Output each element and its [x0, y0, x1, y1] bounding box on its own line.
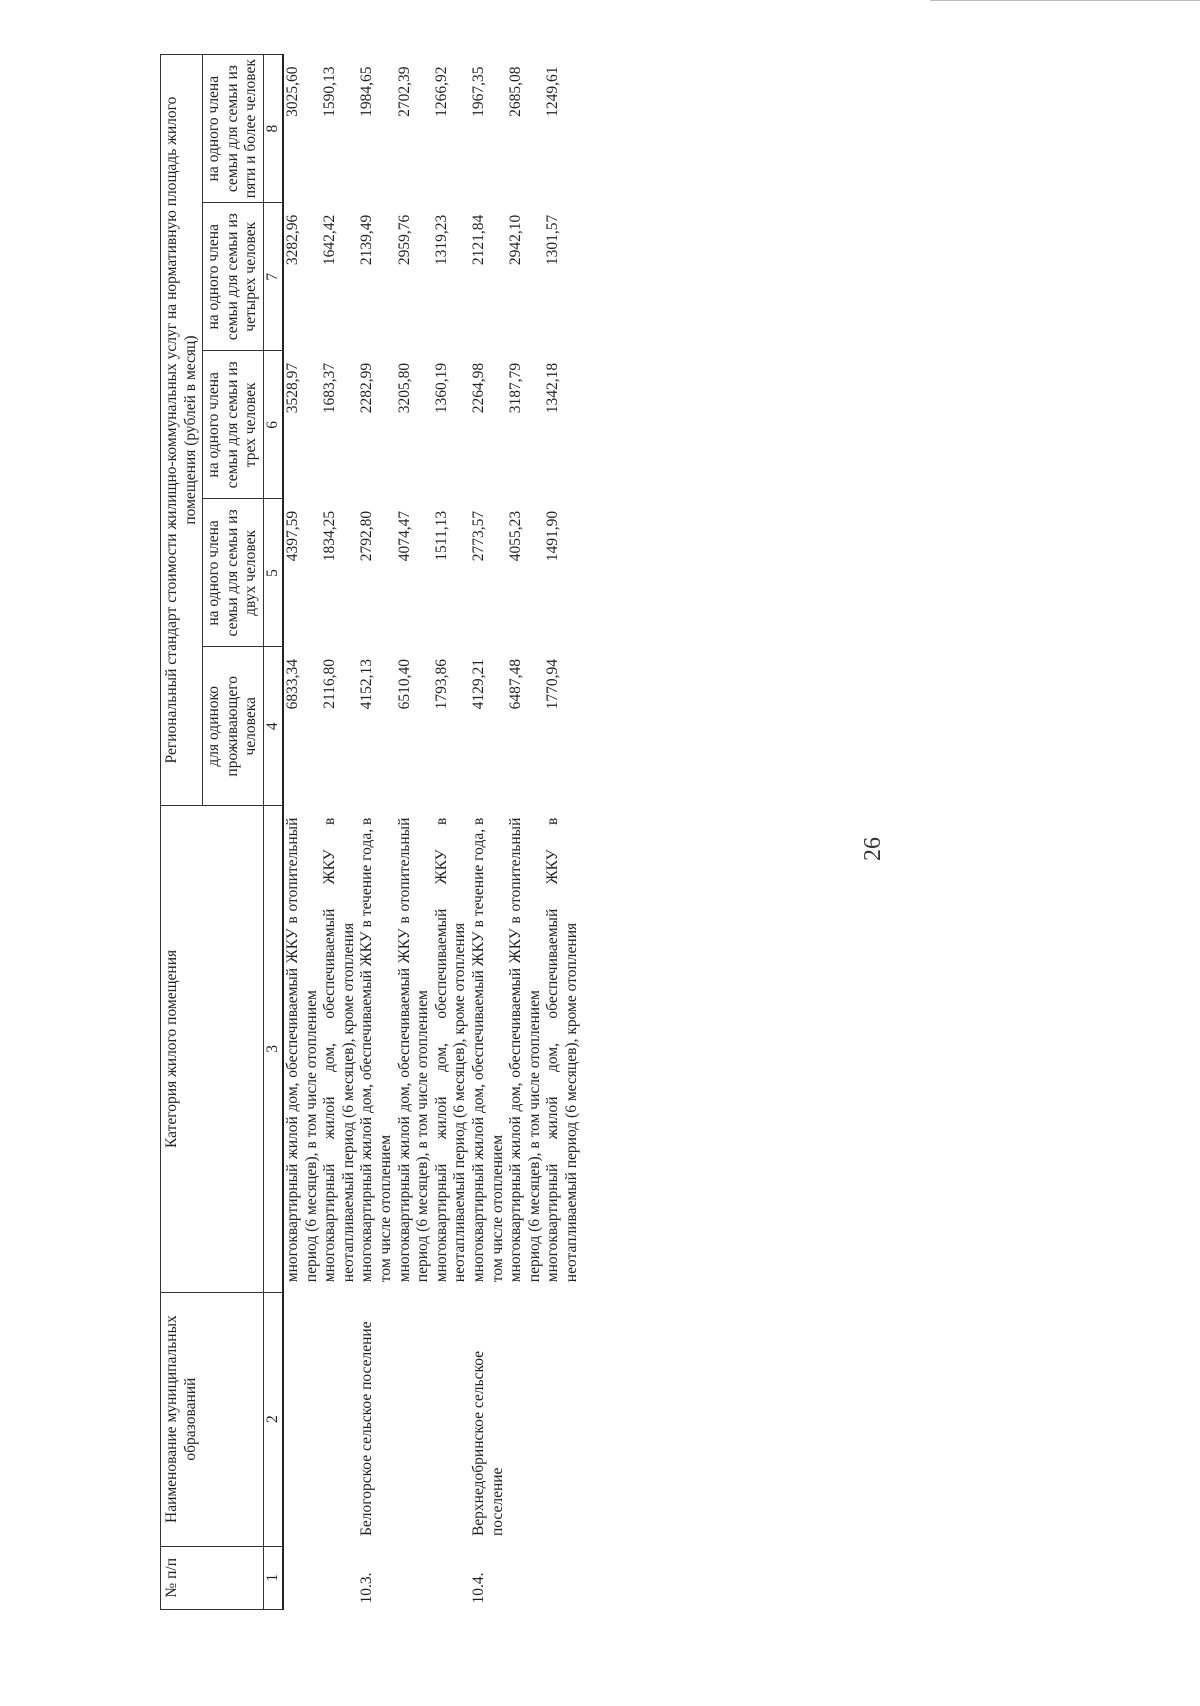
header-col-6: на одного члена семьи для семьи из трех человек: [203, 351, 264, 499]
value-five-plus: 1266,92: [432, 66, 450, 117]
table-row: [283, 55, 321, 1610]
value-four: 2139,49: [358, 214, 376, 266]
row-municipality: [433, 1292, 470, 1546]
value-three: 1342,18: [544, 362, 562, 414]
row-category: многоквартирный жилой дом, обеспечиваемый ЖКУ в течение года, в том числе отоплением: [358, 817, 394, 1283]
column-number-2: 2: [263, 1292, 283, 1546]
value-single: 4129,21: [469, 658, 487, 710]
value-two: 1834,25: [321, 510, 339, 562]
value-two: 1511,13: [432, 510, 450, 561]
row-municipality: Белогорское сельское поселение: [358, 1321, 376, 1537]
value-five-plus: 2702,39: [395, 66, 413, 117]
value-two: 2792,80: [358, 510, 376, 562]
value-four: 2121,84: [469, 214, 487, 266]
column-number-8: 8: [263, 55, 283, 203]
value-single: 2116,80: [321, 658, 339, 709]
table-row: [433, 55, 470, 1610]
table-row: [396, 55, 433, 1610]
value-three: 3205,80: [395, 362, 413, 414]
value-five-plus: 1590,13: [321, 66, 339, 117]
header-col-5: на одного члена семьи для семьи из двух человек: [203, 499, 264, 647]
header-row-main: [161, 55, 203, 1610]
row-category: многоквартирный жилой дом, обеспечиваемый ЖКУ в неотапливаемый период (6 месяцев), кроме отопления: [544, 817, 580, 1283]
header-num: № п/п: [161, 1546, 264, 1609]
row-category: многоквартирный жилой дом, обеспечиваемый ЖКУ в неотапливаемый период (6 месяцев), кроме отопления: [432, 817, 469, 1283]
header-col-7: на одного члена семьи для семьи из четырех человек: [203, 203, 264, 351]
row-number: [396, 1546, 433, 1609]
value-two: 4397,59: [283, 510, 301, 562]
value-four: 3282,96: [283, 214, 301, 266]
row-municipality: [544, 1292, 581, 1546]
table-row: [544, 55, 581, 1610]
value-single: 6510,40: [395, 658, 413, 710]
header-municipality: Наименование муниципальных образований: [161, 1292, 264, 1546]
row-number: [283, 1546, 321, 1609]
column-number-6: 6: [263, 351, 283, 499]
value-three: 2282,99: [358, 362, 376, 414]
row-number: [321, 1546, 358, 1609]
row-number: 10.3.: [358, 1572, 376, 1604]
value-three: 3187,79: [507, 362, 525, 414]
column-number-4: 4: [263, 647, 283, 806]
value-five-plus: 2685,08: [507, 66, 525, 117]
value-single: 1770,94: [544, 658, 562, 710]
header-col-4: для одиноко проживающего человека: [203, 647, 264, 806]
table-row: [470, 55, 507, 1610]
value-four: 1642,42: [321, 214, 339, 266]
value-four: 1301,57: [544, 214, 562, 266]
column-number-5: 5: [263, 499, 283, 647]
row-category: многоквартирный жилой дом, обеспечиваемый ЖКУ в отопительный период (6 месяцев), в том числе отоплением: [283, 817, 320, 1283]
value-four: 2959,76: [395, 214, 413, 266]
value-single: 6487,48: [507, 658, 525, 710]
table-row: [358, 55, 395, 1610]
row-category: многоквартирный жилой дом, обеспечиваемый ЖКУ в отопительный период (6 месяцев), в том числе отоплением: [507, 817, 543, 1283]
value-two: 1491,90: [544, 510, 562, 562]
row-category: многоквартирный жилой дом, обеспечиваемый ЖКУ в отопительный период (6 месяцев), в том числе отоплением: [395, 817, 432, 1283]
row-category: многоквартирный жилой дом, обеспечиваемый ЖКУ в неотапливаемый период (6 месяцев), кроме отопления: [321, 817, 357, 1283]
value-four: 2942,10: [507, 214, 525, 266]
page-number: 26: [860, 837, 886, 861]
row-number: 10.4.: [469, 1572, 487, 1604]
column-number-row: [263, 55, 283, 1610]
row-number: [507, 1546, 544, 1609]
row-municipality: [321, 1292, 358, 1546]
value-two: 2773,57: [469, 510, 487, 562]
table-body: [283, 55, 582, 1610]
value-five-plus: 1984,65: [358, 66, 376, 117]
table-header: [161, 55, 283, 1610]
row-number: [433, 1546, 470, 1609]
value-single: 4152,13: [358, 658, 376, 710]
housing-standard-table: [160, 54, 581, 1610]
row-municipality: Верхнедобринское сельское поселение: [469, 1350, 506, 1537]
value-three: 1360,19: [432, 362, 450, 414]
value-three: 3528,97: [283, 362, 301, 414]
row-municipality: [283, 1292, 321, 1546]
header-standard-group: Региональный стандарт стоимости жилищно-коммунальных услуг на нормативную площадь жилого помещения (рублей в месяц): [161, 55, 203, 806]
value-three: 1683,37: [321, 362, 339, 414]
table-row: [507, 55, 544, 1610]
value-three: 2264,98: [469, 362, 487, 414]
column-number-1: 1: [263, 1546, 283, 1609]
value-single: 1793,86: [432, 658, 450, 710]
row-municipality: [507, 1292, 544, 1546]
value-four: 1319,23: [432, 214, 450, 266]
value-five-plus: 1967,35: [469, 66, 487, 117]
value-two: 4055,23: [507, 510, 525, 562]
value-five-plus: 1249,61: [544, 66, 562, 117]
header-col-8: на одного члена семьи для семьи из пяти и более человек: [203, 55, 264, 203]
row-municipality: [396, 1292, 433, 1546]
value-five-plus: 3025,60: [283, 66, 301, 117]
table-row: [321, 55, 358, 1610]
value-two: 4074,47: [395, 510, 413, 562]
column-number-3: 3: [263, 806, 283, 1293]
row-category: многоквартирный жилой дом, обеспечиваемый ЖКУ в течение года, в том числе отоплением: [469, 817, 506, 1283]
row-number: [544, 1546, 581, 1609]
value-single: 6833,34: [283, 658, 301, 710]
header-category: Категория жилого помещения: [161, 806, 264, 1293]
column-number-7: 7: [263, 203, 283, 351]
